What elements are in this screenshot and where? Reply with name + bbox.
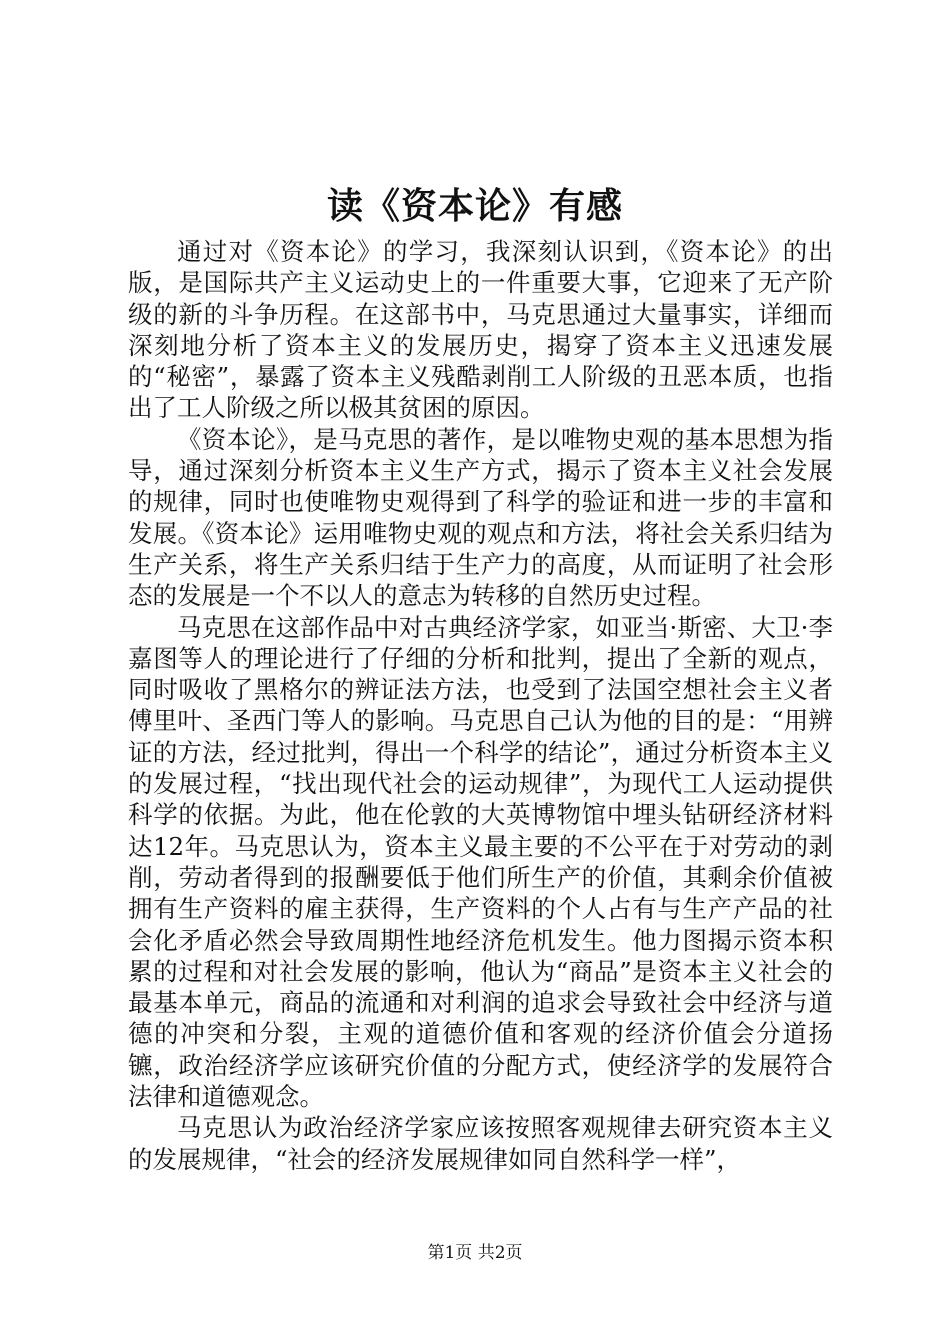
paragraph-1: 通过对《资本论》的学习，我深刻认识到，《资本论》的出版，是国际共产主义运动史上的一件重要大事，它迎来了无产阶级的新的斗争历程。在这部书中，马克思通过大量事实，详细而深刻地分析了资本主义的发展历史，揭穿了资本主义迅速发展的“秘密”，暴露了资本主义残酷剥削工人阶级的丑恶本质，也指出了工人阶级之所以极其贫困的原因。: [128, 237, 833, 423]
document-title: 读《资本论》有感: [326, 185, 623, 227]
paragraph-2: 《资本论》，是马克思的著作，是以唯物史观的基本思想为指导，通过深刻分析资本主义生产方式，揭示了资本主义社会发展的规律，同时也使唯物史观得到了科学的验证和进一步的丰富和发展。《资本论》运用唯物史观的观点和方法，将社会关系归结为生产关系，将生产关系归结于生产力的高度，从而证明了社会形态的发展是一个不以人的意志为转移的自然历史过程。: [128, 424, 833, 611]
paragraph-3: 马克思在这部作品中对古典经济学家，如亚当·斯密、大卫·李嘉图等人的理论进行了仔细的分析和批判，提出了全新的观点，同时吸收了黑格尔的辨证法方法，也受到了法国空想社会主义者傅里叶、圣西门等人的影响。马克思自己认为他的目的是：“用辨证的方法，经过批判，得出一个科学的结论”，通过分析资本主义的发展过程，“找出现代社会的运动规律”，为现代工人运动提供科学的依据。为此，他在伦敦的大英博物馆中埋头钻研经济材料达12年。马克思认为，资本主义最主要的不公平在于对劳动的剥削，劳动者得到的报酬要低于他们所生产的价值，其剩余价值被拥有生产资料的雇主获得，生产资料的个人占有与生产产品的社会化矛盾必然会导致周期性地经济危机发生。他力图揭示资本积累的过程和对社会发展的影响，他认为“商品”是资本主义社会的最基本单元，商品的流通和对利润的追求会导致社会中经济与道德的冲突和分裂，主观的道德价值和客观的经济价值会分道扬镳，政治经济学应该研究价值的分配方式，使经济学的发展符合法律和道德观念。: [128, 612, 833, 1112]
page-number-footer: 第1页 共2页: [427, 1243, 523, 1263]
document-body: [128, 236, 833, 1175]
paragraph-4: 马克思认为政治经济学家应该按照客观规律去研究资本主义的发展规律，“社会的经济发展规律如同自然科学一样”，: [128, 1113, 833, 1174]
